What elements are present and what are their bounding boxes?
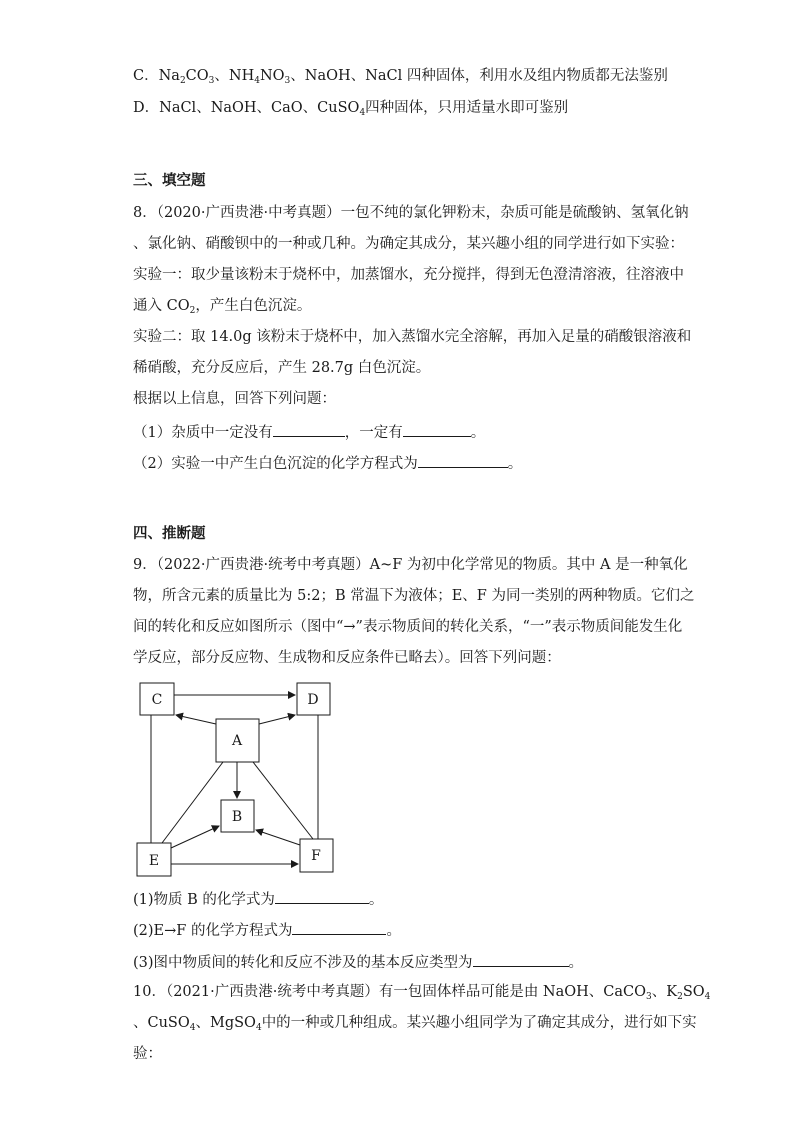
q8-line-1: 8．（2020·广西贵港·中考真题）一包不纯的氯化钾粉末，杂质可能是硫酸钠、氢氧化钠 [133, 205, 689, 221]
arrow-a-to-c [176, 715, 216, 724]
q8-line-7: 根据以上信息，回答下列问题： [133, 391, 336, 407]
arrow-e-to-b [171, 826, 219, 848]
q8-line-4: 通入 $CO_2$，产生白色沉淀。 [133, 298, 312, 316]
section-heading-fill-in: 三、填空题 [133, 173, 206, 189]
q9-part-3: (3)图中物质间的转化和反应不涉及的基本反应类型为 。 [133, 951, 583, 973]
q9-line-2: 物，所含元素的质量比为 5:2；B 常温下为液体；E、F 为同一类别的两种物质。它们之 [133, 588, 695, 604]
arrow-a-to-d [259, 715, 295, 724]
q8-part-2: （2）实验一中产生白色沉淀的化学方程式为 。 [133, 452, 522, 474]
answer-blank[interactable] [473, 951, 569, 967]
q10-line-1: 10．（2021·广西贵港·统考中考真题）有一包固体样品可能是由 NaOH、CaCO$_3$、$K_2SO_4$ [133, 984, 711, 1002]
q8-line-3: 实验一：取少量该粉末于烧杯中，加蒸馏水，充分搅拌，得到无色澄清溶液，往溶液中 [133, 267, 684, 283]
q9-part-2: (2)E→F 的化学方程式为 。 [133, 919, 401, 941]
node-label-d: D [307, 692, 319, 708]
section-heading-inference: 四、推断题 [133, 526, 206, 542]
link-a-f [253, 762, 313, 839]
q8-line-2: 、氯化钠、硝酸钡中的一种或几种。为确定其成分，某兴趣小组的同学进行如下实验： [133, 236, 684, 252]
answer-blank[interactable] [275, 888, 369, 904]
q9-line-4: 学反应，部分反应物、生成物和反应条件已略去）。回答下列问题： [133, 650, 561, 666]
q8-part-1: （1）杂质中一定没有 ，一定有 。 [133, 421, 485, 443]
q8-line-6: 稀硝酸，充分反应后，产生 28.7g 白色沉淀。 [133, 360, 431, 376]
option-d: D．NaCl、NaOH、CaO、CuSO$_4$四种固体，只用适量水即可鉴别 [133, 100, 569, 118]
link-a-e [162, 762, 223, 843]
node-label-a: A [231, 733, 243, 749]
answer-blank[interactable] [418, 452, 508, 468]
q10-line-3: 验： [133, 1046, 162, 1062]
answer-blank[interactable] [403, 421, 471, 437]
relation-diagram [125, 675, 350, 880]
q10-line-2: 、CuSO$_4$、MgSO$_4$中的一种或几种组成。某兴趣小组同学为了确定其成分，进行如下实 [133, 1015, 697, 1033]
node-label-c: C [151, 692, 163, 708]
q8-line-5: 实验二：取 14.0g 该粉末于烧杯中，加入蒸馏水完全溶解，再加入足量的硝酸银溶液和 [133, 329, 692, 345]
q9-line-3: 间的转化和反应如图所示（图中“→”表示物质间的转化关系，“一”表示物质间能发生化 [133, 619, 683, 635]
node-label-e: E [148, 853, 160, 869]
arrow-f-to-b [256, 830, 300, 845]
answer-blank[interactable] [292, 919, 386, 935]
q9-line-1: 9．（2022·广西贵港·统考中考真题）A~F 为初中化学常见的物质。其中 A 是一种氧化 [133, 557, 688, 573]
q9-part-1: (1)物质 B 的化学式为 。 [133, 888, 383, 910]
option-c: C．$Na_2CO_3$、$NH_4NO_3$、NaOH、NaCl 四种固体，利用水及组内物质都无法鉴别 [133, 68, 668, 86]
node-label-f: F [311, 848, 321, 864]
node-label-b: B [231, 809, 243, 825]
answer-blank[interactable] [273, 421, 345, 437]
